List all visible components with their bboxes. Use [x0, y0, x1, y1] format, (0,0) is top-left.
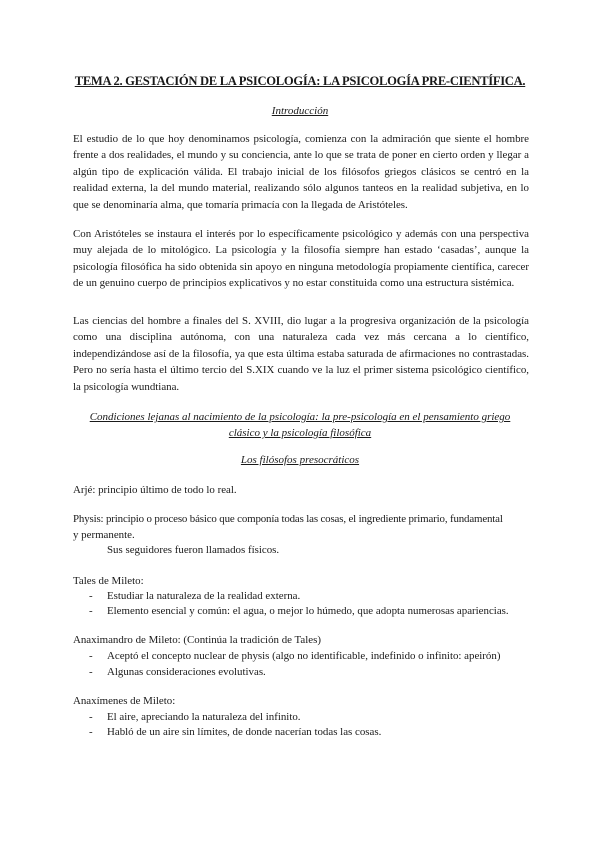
- thinker-point: El aire, apreciando la naturaleza del infinito.: [107, 711, 301, 723]
- bullet-mark: -: [89, 726, 93, 738]
- thinker-point: Elemento esencial y común: el agua, o mejor lo húmedo, que adopta numerosas apariencias.: [107, 605, 509, 617]
- thinker-point: Estudiar la naturaleza de la realidad externa.: [107, 590, 301, 602]
- page-title: TEMA 2. GESTACIÓN DE LA PSICOLOGÍA: LA PSICOLOGÍA PRE-CIENTÍFICA.: [74, 74, 526, 88]
- bullet-mark: -: [89, 605, 93, 617]
- thinker-name-anaximenes: Anaxímenes de Mileto:: [73, 695, 176, 707]
- section-heading-line-1: Condiciones lejanas al nacimiento de la psicología: la pre-psicología en el pensamiento griego: [89, 411, 511, 423]
- thinker-point: Aceptó el concepto nuclear de physis (algo no identificable, indefinido o infinito: apeirón): [107, 650, 501, 662]
- physis-definition-line-1: Physis: principio o proceso básico que componía todas las cosas, el ingrediente primario, fundamental: [73, 513, 503, 525]
- paragraph-3: Las ciencias del hombre a finales del S. XVIII, dio lugar a la progresiva organización de la psicología como una disciplina autónoma, con una naturaleza cada vez más cercana a lo científico, independizándose así de la filosofía, ya que esta última estaba saturada de afirmaciones no contrastadas. Pero no sería hasta el último tercio del S.XIX cuando ve la luz el primer sistema psicológico científico, la psicología wundtiana.: [73, 315, 529, 393]
- thinker-point: Habló de un aire sin límites, de donde nacerían todas las cosas.: [107, 726, 382, 738]
- intro-heading: Introducción: [271, 105, 329, 117]
- bullet-mark: -: [89, 666, 93, 678]
- thinker-point: Algunas consideraciones evolutivas.: [107, 666, 266, 678]
- thinker-name-anaximandro: Anaximandro de Mileto: (Continúa la tradición de Tales): [73, 634, 321, 646]
- section-heading-line-2: clásico y la psicología filosófica: [228, 427, 372, 439]
- thinker-name-tales: Tales de Mileto:: [73, 575, 144, 587]
- bullet-mark: -: [89, 650, 93, 662]
- arje-definition: Arjé: principio último de todo lo real.: [73, 484, 237, 496]
- physis-followers: Sus seguidores fueron llamados físicos.: [107, 544, 280, 556]
- bullet-mark: -: [89, 711, 93, 723]
- physis-definition-line-2: y permanente.: [73, 529, 135, 541]
- paragraph-1: El estudio de lo que hoy denominamos psicología, comienza con la admiración que siente el hombre frente a dos realidades, el mundo y su conciencia, ante lo que se trata de poner en cierto orden y llegar a algún tipo de explicación válida. El trabajo inicial de los filósofos griegos clásicos se centró en la realidad externa, la del mundo material, realizando sólo algunos tanteos en la realidad subjetiva, en lo que se denominaría alma, que tomaría primacía con la llegada de Aristóteles.: [73, 133, 529, 211]
- subsection-heading: Los filósofos presocráticos: [240, 454, 360, 466]
- bullet-mark: -: [89, 590, 93, 602]
- paragraph-2: Con Aristóteles se instaura el interés por lo específicamente psicológico y además con una perspectiva muy alejada de lo mitológico. La psicología y la filosofía siempre han estado ‘casadas’, aunque la psicología filosófica ha sido obtenida sin apoyo en ninguna metodología propiamente científica, carecer de un genuino cuerpo de principios explicativos y no estar constituida como una estructura sistémica.: [73, 228, 529, 290]
